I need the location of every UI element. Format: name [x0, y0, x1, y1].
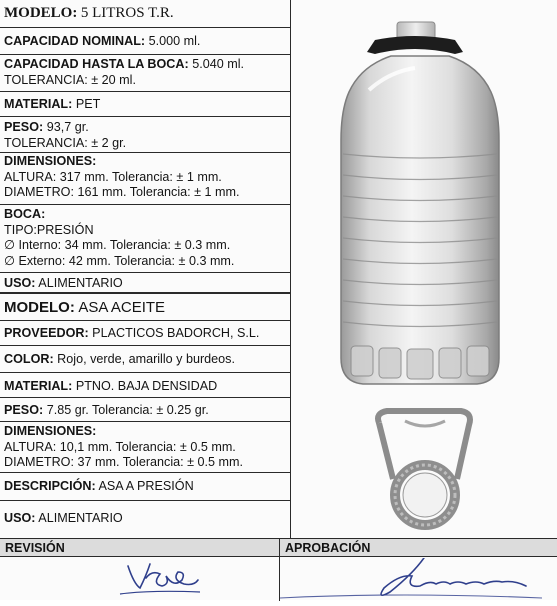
altura: ALTURA: 10,1 mm. Tolerancia: ± 0.5 mm. — [4, 439, 236, 454]
label: MODELO: — [4, 299, 75, 316]
value: ALIMENTARIO — [38, 276, 123, 290]
tolerance: TOLERANCIA: ± 20 ml. — [4, 72, 136, 87]
label: MATERIAL: — [4, 97, 73, 111]
handle-image — [365, 403, 485, 533]
altura: ALTURA: 317 mm. Tolerancia: ± 1 mm. — [4, 169, 222, 184]
label: CAPACIDAD NOMINAL: — [4, 34, 146, 48]
label: USO: — [4, 276, 36, 290]
label: PESO: — [4, 120, 44, 134]
bottle-boca-row — [0, 206, 290, 273]
handle-proveedor-row — [0, 322, 290, 346]
revision-signature — [0, 558, 279, 601]
value: Rojo, verde, amarillo y burdeos. — [57, 352, 235, 366]
handle-descripcion-row — [0, 474, 290, 501]
label: MODELO: — [4, 5, 78, 21]
label: PESO: — [4, 403, 44, 417]
image-panel — [291, 0, 557, 538]
bottle-capacidad-nominal-row — [0, 29, 290, 55]
bottle-material-row — [0, 93, 290, 117]
handle-color-row — [0, 347, 290, 373]
bottle-base — [351, 346, 489, 379]
label: PROVEEDOR: — [4, 326, 89, 340]
externo: ∅ Externo: 42 mm. Tolerancia: ± 0.3 mm. — [4, 253, 235, 268]
label: CAPACIDAD HASTA LA BOCA: — [4, 57, 189, 71]
value: 93,7 gr. — [46, 120, 89, 134]
value: 5.000 ml. — [148, 34, 201, 48]
bottle-handle — [367, 36, 463, 54]
label: USO: — [4, 511, 36, 525]
aprobacion-signature-cell — [280, 558, 557, 601]
handle-modelo-row — [0, 296, 290, 321]
interno: ∅ Interno: 34 mm. Tolerancia: ± 0.3 mm. — [4, 238, 231, 252]
diametro: DIAMETRO: 37 mm. Tolerancia: ± 0.5 mm. — [4, 455, 244, 469]
value: ALIMENTARIO — [38, 511, 123, 525]
label: DESCRIPCIÓN: — [4, 479, 96, 493]
value: 7.85 gr. Tolerancia: ± 0.25 gr. — [46, 403, 209, 417]
handle-uso-row — [0, 502, 290, 538]
aprobacion-header: APROBACIÓN — [280, 539, 557, 557]
value: PLACTICOS BADORCH, S.L. — [92, 326, 260, 340]
value: ASA A PRESIÓN — [98, 479, 194, 493]
revision-signature-cell — [0, 558, 279, 601]
diametro: DIAMETRO: 161 mm. Tolerancia: ± 1 mm. — [4, 185, 240, 199]
label: DIMENSIONES: — [4, 424, 97, 438]
bottle-peso-row — [0, 118, 290, 153]
bottle-capacidad-boca-row — [0, 56, 290, 92]
value: PET — [75, 97, 101, 111]
bottle-uso-row — [0, 274, 290, 294]
handle-material-row — [0, 374, 290, 398]
value: PTNO. BAJA DENSIDAD — [75, 379, 218, 393]
bottle-modelo-row — [0, 0, 290, 28]
tipo: TIPO:PRESIÓN — [4, 222, 94, 237]
tolerance: TOLERANCIA: ± 2 gr. — [4, 135, 127, 150]
handle-peso-row — [0, 399, 290, 422]
value: 5 LITROS T.R. — [80, 5, 174, 21]
revision-header: REVISIÓN — [0, 539, 279, 557]
approval-footer — [0, 538, 557, 601]
label: BOCA: — [4, 207, 46, 221]
value: 5.040 ml. — [192, 57, 245, 71]
aprobacion-signature — [280, 558, 557, 601]
label: MATERIAL: — [4, 379, 73, 393]
handle-dimensiones-row — [0, 423, 290, 473]
bottle-body — [341, 56, 499, 384]
value: ASA ACEITE — [78, 299, 166, 316]
label: DIMENSIONES: — [4, 154, 97, 168]
label: COLOR: — [4, 352, 54, 366]
bottle-dimensiones-row — [0, 154, 290, 205]
spec-table — [0, 0, 291, 538]
